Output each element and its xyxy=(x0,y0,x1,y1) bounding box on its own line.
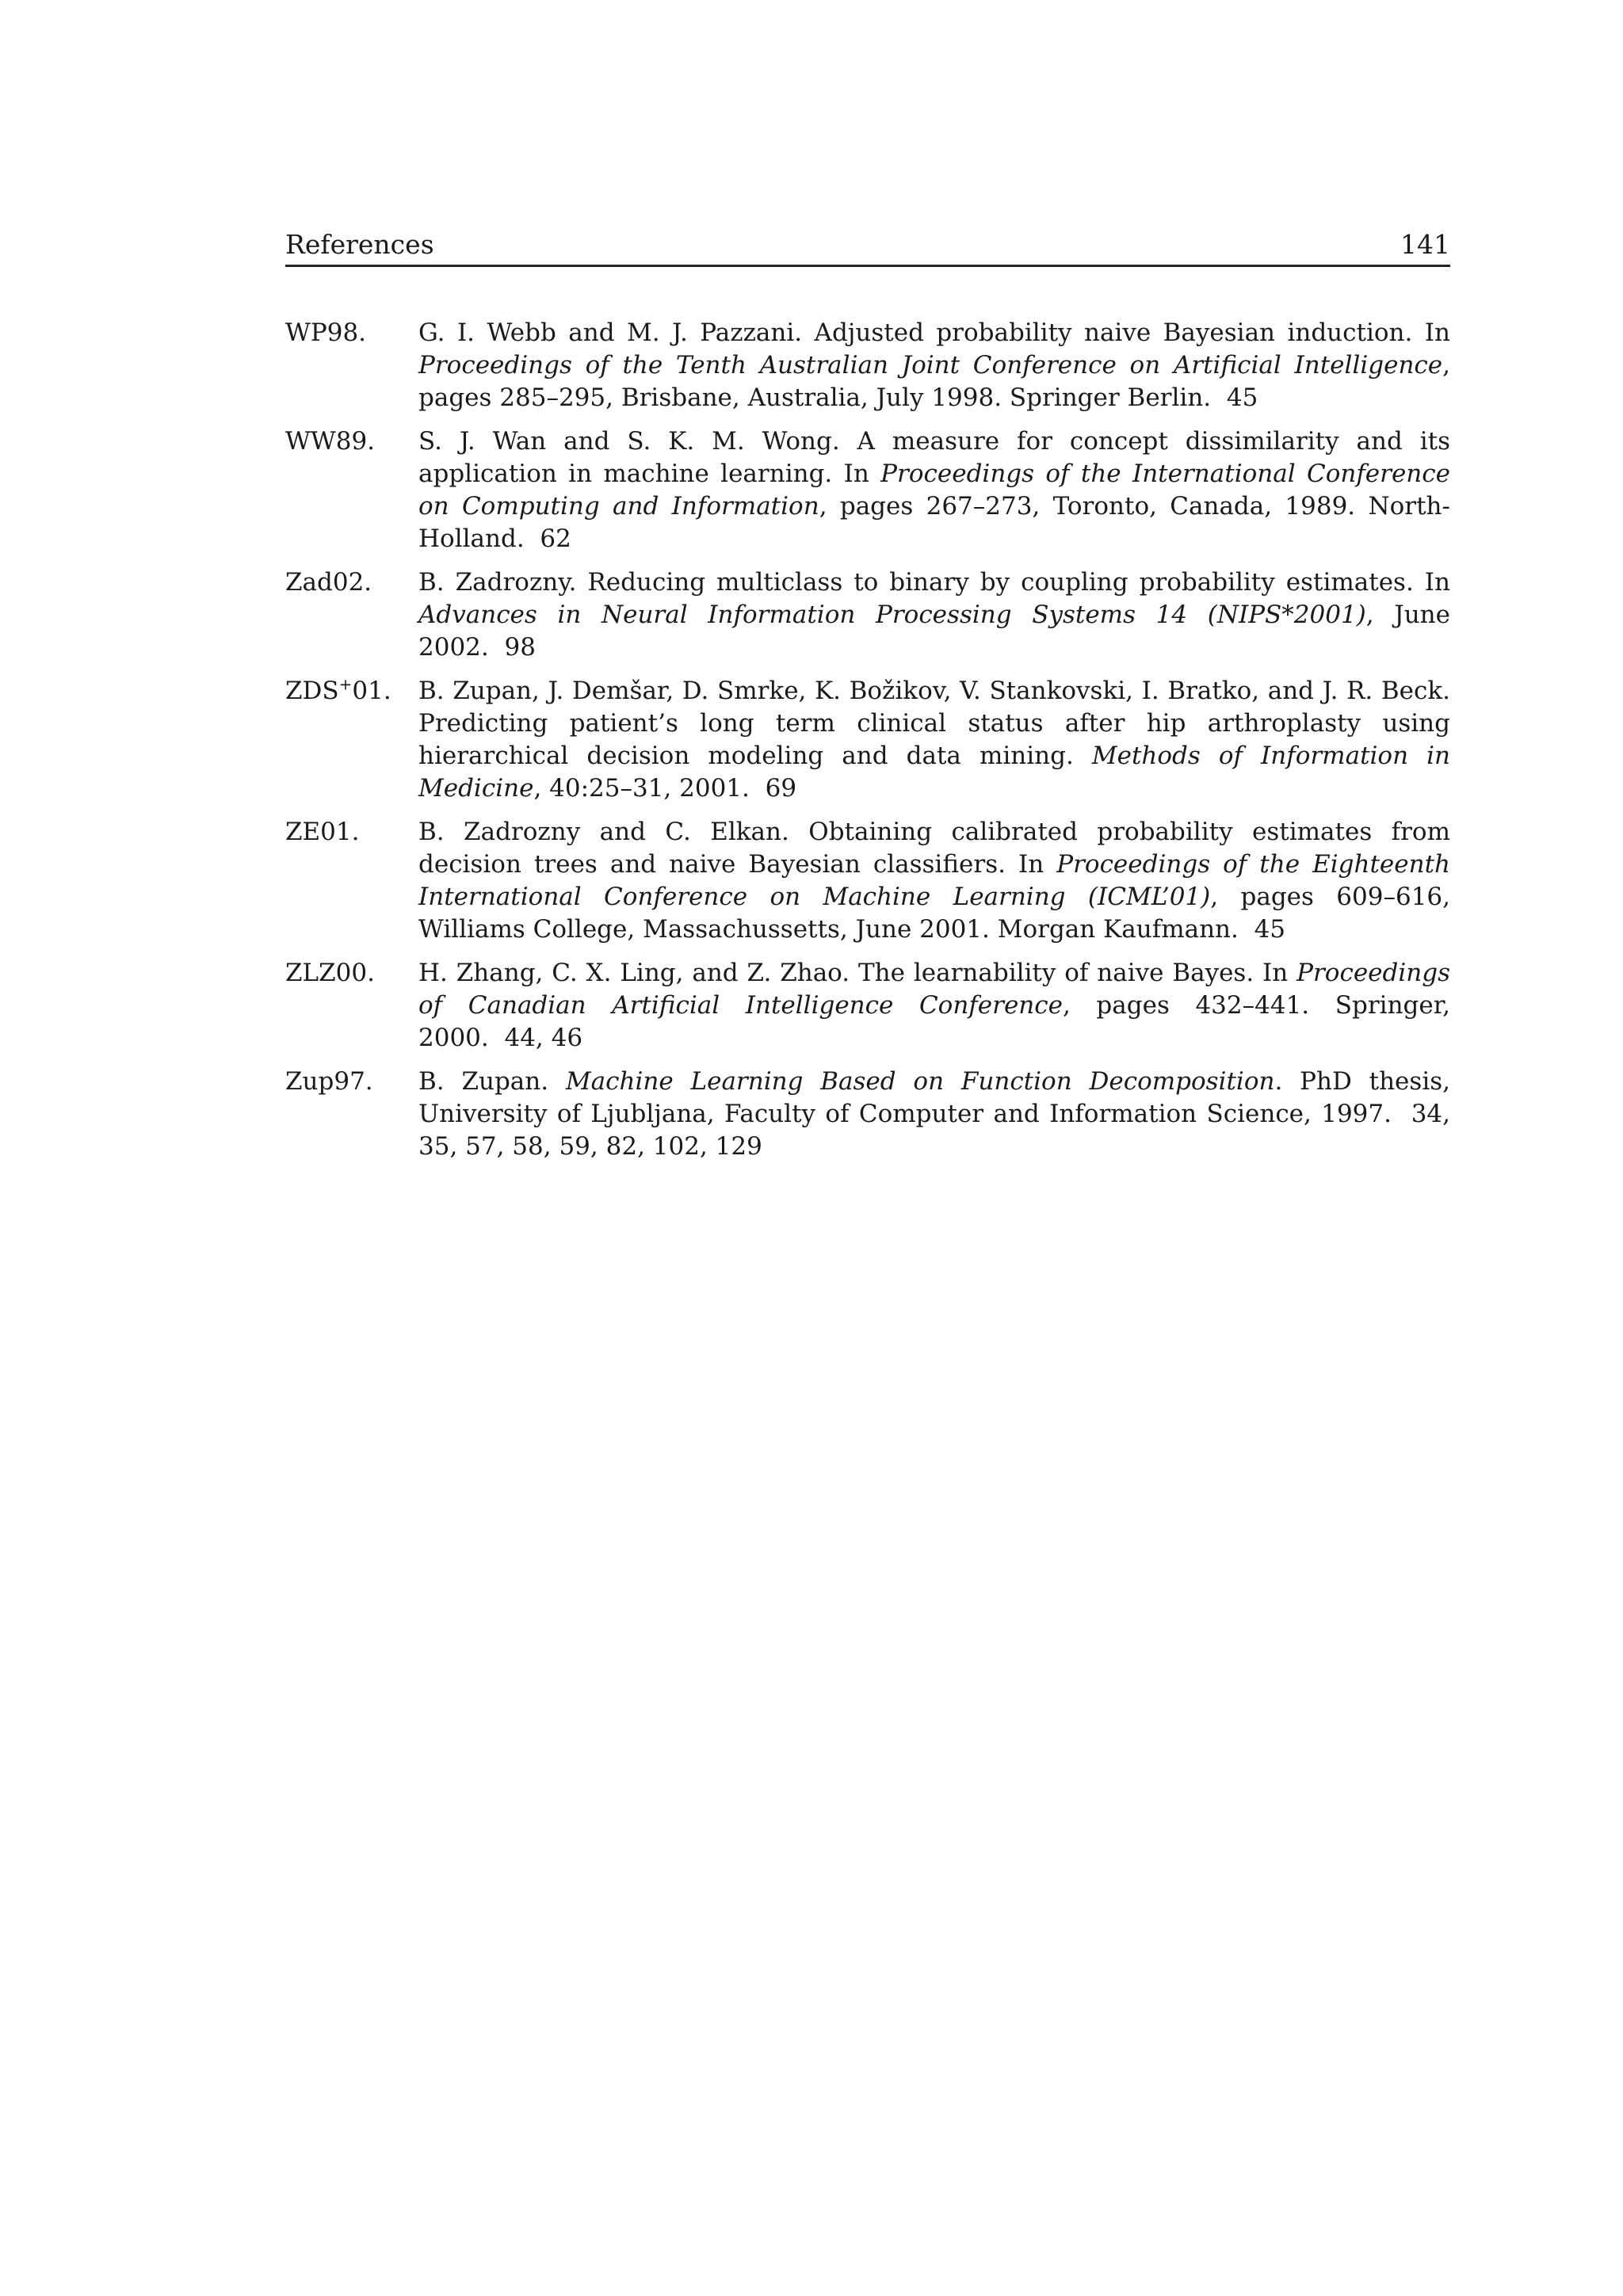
reference-venue: Advances in Neural Information Processing Systems 14 (NIPS*2001) xyxy=(418,601,1366,629)
running-header xyxy=(285,225,1450,267)
reference-venue: Proceedings of the Eighteenth International Conference on Machine Learning (ICML’01) xyxy=(418,850,1450,911)
reference-text xyxy=(418,425,1450,555)
reference-list xyxy=(285,317,1450,1174)
reference-details: , pages 267–273, Toronto, Canada, 1989. North-Holland. xyxy=(418,492,1450,553)
running-header-title: References xyxy=(285,229,434,260)
reference-details: , June 2002. xyxy=(418,601,1450,662)
reference-key: WP98. xyxy=(285,318,367,347)
reference-details: . PhD thesis, University of Ljubljana, Faculty of Computer and Information Science, 1997. xyxy=(418,1067,1450,1128)
reference-key: Zup97. xyxy=(285,1067,373,1096)
reference-key: Zad02. xyxy=(285,568,372,597)
reference-venue: Proceedings of Canadian Artificial Intelligence Conference xyxy=(418,959,1450,1020)
reference-authors-title: S. J. Wan and S. K. M. Wong. A measure for concept dissimilarity and its application in machine learning. In xyxy=(418,427,1450,488)
reference-entry xyxy=(285,317,1450,414)
page-number: 141 xyxy=(1400,229,1450,260)
reference-venue: Methods of Information in Medicine xyxy=(418,742,1450,803)
reference-text xyxy=(418,675,1450,805)
reference-venue: Machine Learning Based on Function Decomposition xyxy=(565,1067,1275,1096)
reference-authors-title: B. Zupan. xyxy=(418,1067,566,1096)
reference-backrefs[interactable]: 98 xyxy=(504,633,536,662)
reference-backrefs[interactable]: 69 xyxy=(765,774,797,803)
reference-backrefs[interactable]: 62 xyxy=(540,524,571,553)
reference-details: , 40:25–31, 2001. xyxy=(533,774,750,803)
reference-text xyxy=(418,957,1450,1055)
reference-text xyxy=(418,317,1450,414)
reference-text xyxy=(418,1066,1450,1163)
reference-text xyxy=(418,566,1450,664)
reference-key: ZDS+01. xyxy=(285,674,391,705)
reference-backrefs[interactable]: 45 xyxy=(1226,383,1258,412)
reference-entry xyxy=(285,1066,1450,1163)
reference-details: , pages 432–441. Springer, 2000. xyxy=(418,991,1450,1052)
reference-backrefs[interactable]: 34, 35, 57, 58, 59, 82, 102, 129 xyxy=(418,1100,1450,1161)
reference-key: ZE01. xyxy=(285,818,360,846)
reference-venue: Proceedings of the Tenth Australian Joint Conference on Artificial Intelligence xyxy=(418,351,1443,379)
reference-entry xyxy=(285,816,1450,946)
reference-entry xyxy=(285,566,1450,664)
reference-authors-title: B. Zadrozny and C. Elkan. Obtaining calibrated probability estimates from decision trees and naive Bayesian classifiers. In xyxy=(418,818,1450,879)
reference-entry xyxy=(285,957,1450,1055)
reference-details: , pages 285–295, Brisbane, Australia, July 1998. Springer Berlin. xyxy=(418,351,1450,412)
reference-backrefs[interactable]: 45 xyxy=(1254,915,1286,944)
reference-text xyxy=(418,816,1450,946)
reference-key: ZLZ00. xyxy=(285,959,375,987)
reference-authors-title: H. Zhang, C. X. Ling, and Z. Zhao. The learnability of naive Bayes. In xyxy=(418,959,1297,987)
reference-backrefs[interactable]: 44, 46 xyxy=(504,1024,583,1052)
reference-authors-title: G. I. Webb and M. J. Pazzani. Adjusted probability naive Bayesian induction. In xyxy=(418,318,1450,347)
reference-entry xyxy=(285,675,1450,805)
reference-details: , pages 609–616, Williams College, Massachussetts, June 2001. Morgan Kaufmann. xyxy=(418,883,1450,944)
reference-venue: Proceedings of the International Conference on Computing and Information xyxy=(418,460,1450,521)
reference-authors-title: B. Zadrozny. Reducing multiclass to binary by coupling probability estimates. In xyxy=(418,568,1450,597)
reference-authors-title: B. Zupan, J. Demšar, D. Smrke, K. Božikov, V. Stankovski, I. Bratko, and J. R. Beck. Predicting patient’s long term clinical status after hip arthroplasty using hierarchical decision modeling and data mining. xyxy=(418,677,1450,770)
reference-entry xyxy=(285,425,1450,555)
reference-key: WW89. xyxy=(285,427,376,456)
